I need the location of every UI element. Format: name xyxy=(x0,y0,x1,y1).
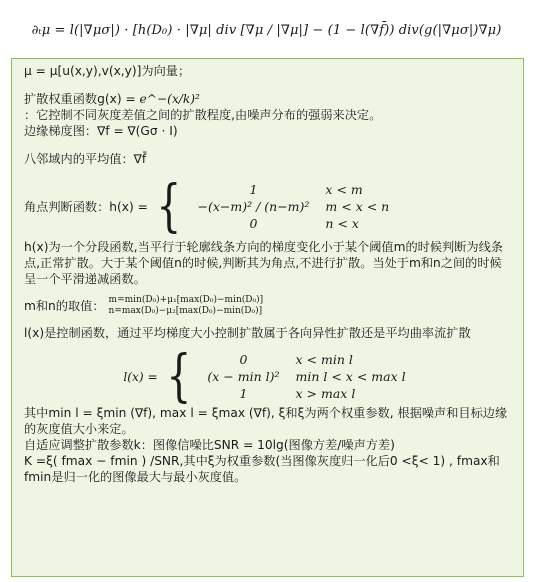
corner-function-label: 角点判断函数：h(x) = xyxy=(24,200,148,214)
l-case-expr: (x − min l)² xyxy=(207,369,280,384)
corner-description: h(x)为一个分段函数,当平行于轮廓线条方向的梯度变化小于某个阈值m的时候判断为线条点,正常扩散。大于某个阈值n的时候,判断其为角点,不进行扩散。当处于m和n之间的时候呈一个平滑递减函数。 xyxy=(24,240,503,286)
corner-case-cond: m < x < n xyxy=(325,199,390,214)
g-function-label: 扩散权重函数g(x) = xyxy=(24,92,136,106)
l-brace: { xyxy=(166,344,192,409)
mn-values xyxy=(24,295,513,317)
corner-case-cond: x < m xyxy=(325,182,363,197)
l-case-cond: min l < x < max l xyxy=(295,369,406,384)
l-case-row xyxy=(199,386,413,403)
l-case-expr: 0 xyxy=(239,352,248,367)
corner-case-expr: 0 xyxy=(249,216,258,231)
snr-line: 自适应调整扩散参数k：图像信噪比SNR = 10lg(图像方差/噪声方差) xyxy=(24,438,395,452)
mn-label: m和n的取值： xyxy=(24,299,105,313)
g-function-description: ：它控制不同灰度差值之间的扩散程度,由噪声分布的强弱来决定。 xyxy=(24,108,382,122)
corner-case-row xyxy=(190,216,398,233)
eight-neighborhood-line: 八邻域内的平均值：∇f̄ xyxy=(24,152,147,166)
l-case-cond: x < min l xyxy=(295,352,353,367)
corner-function xyxy=(24,174,513,239)
corner-case-cond: n < x xyxy=(325,216,359,231)
l-function-description: l(x)是控制函数，通过平均梯度大小控制扩散属于各向异性扩散还是平均曲率流扩散 xyxy=(24,326,471,340)
corner-brace: { xyxy=(156,174,182,239)
corner-case-row xyxy=(190,182,398,199)
mn-formulas xyxy=(109,295,264,317)
minmax-description: 其中min l = ξmin (∇f), max l = ξmax (∇f), ξ和ξ为两个权重参数, 根据噪声和目标边缘的灰度值大小来定。 xyxy=(24,406,508,436)
explanation-panel xyxy=(11,58,524,577)
corner-case-row xyxy=(190,199,398,216)
l-case-expr: 1 xyxy=(239,386,248,401)
corner-case-expr: −(x−m)² / (n−m)² xyxy=(197,199,310,214)
k-parameter-line: K =ξ( fmax − fmin ) /SNR,其中ξ为权重参数(当图像灰度归一化后0 <ξ< 1) , fmax和fmin是归一化的图像最大与最小灰度值。 xyxy=(24,454,500,484)
l-function-label: l(x) = xyxy=(123,370,158,384)
l-function xyxy=(24,344,513,409)
mu-definition: μ = μ[u(x,y),v(x,y)]为向量； xyxy=(24,64,191,78)
corner-cases-table xyxy=(190,182,398,233)
main-equation: ∂ₜμ = l(|∇μσ|) · [h(D₀) · |∇μ| div [∇μ / |∇μ|] − (1 − l(∇f̄)) div(g(|∇μσ|)∇μ) xyxy=(31,22,502,38)
m-formula: m=min(D₀)+μ₁[max(D₀)−min(D₀)] xyxy=(108,295,264,305)
g-function-line xyxy=(24,91,513,107)
corner-case-expr: 1 xyxy=(249,182,258,197)
l-case-row xyxy=(199,352,413,369)
l-case-cond: x > max l xyxy=(295,386,356,401)
n-formula: n=max(D₀)−μ₂[max(D₀)−min(D₀)] xyxy=(108,306,263,316)
main-equation-header xyxy=(0,0,533,60)
l-case-row xyxy=(199,369,413,386)
g-function-formula: e^−(x/k)² xyxy=(139,92,200,106)
edge-gradient-line: 边缘梯度图：∇f = ∇(Gσ · I) xyxy=(24,124,178,138)
l-cases-table xyxy=(199,352,413,403)
